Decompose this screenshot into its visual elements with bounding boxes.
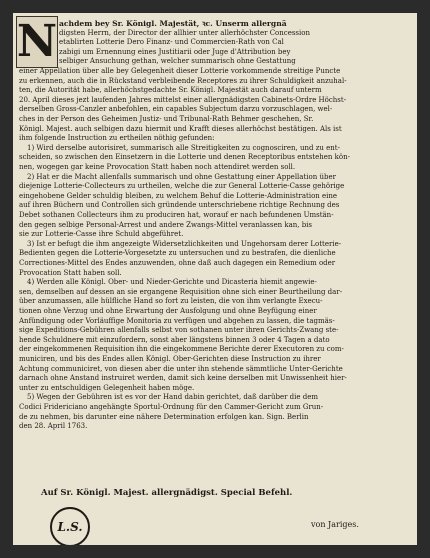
text-line: diejenige Lotterie-Collecteurs zu urtheilen, welche die zur General Lotterie-Casse gehörige — [19, 182, 345, 191]
text-line: eingehobene Gelder schuldig bleiben, zu welchem Behuf die Lotterie-Administration eine — [19, 191, 338, 200]
drop-cap: N — [16, 16, 58, 67]
text-line: Anfündigung oder Vorläuffige Monitoria zu verfügen und abgehen zu lassen, die tagmäs- — [19, 316, 335, 325]
text-line: achdem bey Sr. Königl. Majestät, ꝛc. Unserm allergnä — [59, 19, 287, 28]
signature: von Jariges. — [311, 520, 359, 529]
text-line: scheiden, so zwischen den Einsetzern in die Lotterie und denen Receptoribus entstehen kön- — [19, 153, 350, 162]
text-line: selbiger Ansuchung gethan, welcher summarisch ohne Gestattung — [59, 57, 296, 66]
text-line: municiren, und bis des Endes allen Königl. Ober-Gerichten diese Instruction zu ihrer — [19, 355, 321, 363]
text-line: auf ihren Büchern und Controllen sich gründende unterschriebene richtige Rechnung des — [19, 201, 340, 210]
text-line: Debet sothanen Collecteurs ihm zu produciren hat, worauf er nach befundenen Umstän- — [19, 211, 334, 219]
text-line: derselben Gross-Canzler anbefohlen, ein capables Subjectum darzu vorzuschlagen, wel- — [19, 105, 333, 114]
text-line: unter zu entschuldigen Gelegenheit haben möge. — [19, 383, 195, 392]
text-line: darnach ohne Anstand instruiret werden, damit sich keine derselben mit Unwissenheit hier- — [19, 374, 347, 383]
text-line: 3) Ist er befugt die ihm angezeigte Widersetzlichkeiten und Ungehorsam derer Lotterie- — [27, 239, 342, 248]
text-line: 4) Werden alle Königl. Ober- und Nieder-Gerichte und Dicasteria hiemit angewie- — [27, 278, 317, 287]
text-line: zu erkennen, auch die in Rückstand verbleibende Receptores zu ihrer Schuldigkeit anzuhal- — [19, 76, 347, 85]
text-line: hende Schuldnere mit einzufordern, sonst aber längstens binnen 3 oder 4 Tagen a dato — [19, 335, 330, 344]
text-line: 5) Wegen der Gebühren ist es vor der Hand dabin gerichtet, daß darüber die dem — [27, 393, 319, 402]
text-line: Achtung communiciret, von diesen aber die unter ihn stehende sämmtliche Unter-Gerichte — [19, 364, 343, 373]
text-line: den 28. April 1763. — [19, 422, 88, 431]
text-line: zabigi um Ernennung eines Justitiarii oder Juge d'Attribution bey — [59, 47, 291, 56]
text-line: digsten Herrn, der Director der allhier unter allerhöchster Concession — [59, 28, 310, 37]
text-line: sie zur Lotterie-Casse ihre Schuld abgeführet. — [19, 230, 184, 239]
text-line: 2) Hat er die Macht allenfalls summarisch und ohne Gestattung einer Appellation über — [27, 172, 336, 181]
text-line: 1) Wird derselbe autorisiret, summarisch alle Streitigkeiten zu cognosciren, und zu ent- — [27, 143, 340, 152]
seal-stamp: L.S. — [50, 507, 90, 545]
text-line: Codici Fridericiano angehängte Sportul-Ordnung für den Cammer-Gericht zum Grun- — [19, 403, 324, 411]
text-line: den gegen selbige Personal-Arrest und andere Zwangs-Mittel veranlassen kan, bis — [19, 220, 313, 229]
text-line: Königl. Majest. auch selbigen dazu hiermit und Krafft dieses allerhöchst bestätigen. Als ist — [19, 124, 342, 133]
text-line: ten, die Autorität habe, allerhöchstgedachte Sr. Königl. Majestät auch darauf unterm — [19, 86, 322, 95]
document-page — [13, 13, 417, 545]
text-line: de zu nehmen, bis darunter eine nähere Determination erfolgen kan. Sign. Berlin — [19, 412, 309, 421]
text-line: 20. April dieses jezt laufenden Jahres mittelst einer allergnädigsten Cabinets-Ordre Höchst- — [19, 95, 347, 104]
text-line: sige Expeditions-Gebühren allenfalls selbst von sothanen unter ihren Gerichts-Zwang ste- — [19, 326, 339, 335]
text-line: sen, demselben auf dessen an sie ergangene Requisition ohne sich einer Beurtheilung dar- — [19, 287, 343, 296]
text-line: etablirten Lotterie Dero Finanz- und Commercien-Rath von Cal — [59, 38, 284, 47]
text-line: ches in der Person des Geheimen Justiz- und Tribunal-Rath Behmer geschehen, Sr. — [19, 115, 314, 123]
text-line: Correctiones-Mittel des Endes anzuwenden, ohne daß auch dagegen ein Remedium oder — [19, 259, 336, 267]
text-line: Bedienten gegen die Lotterie-Vorgesetzte zu untersuchen und zu bestrafen, die dienliche — [19, 249, 336, 258]
text-line: der eingekommenen Requisition ihn die eingekommene Berichte derer Executoren zu com- — [19, 345, 344, 354]
text-line: über anzumassen, alle hülfliche Hand so fort zu leisten, die von ihm verlangte Execu- — [19, 297, 323, 306]
text-line: einer Appellation über alle bey Gelegenheit dieser Lotterie vorkommende streitige Puncte — [19, 67, 341, 75]
text-line: ihm folgende Instruction zu ertheilen nöthig gefunden: — [19, 134, 215, 143]
authority-line: Auf Sr. Königl. Majest. allergnädigst. Special Befehl. — [41, 488, 293, 498]
text-line: nen, wogegen gar keine Provocation Statt haben noch attendiret werden soll. — [19, 163, 296, 171]
text-line: tionen ohne Verzug und ohne Erwartung der Ausfolgung und ohne Beyfügung einer — [19, 307, 317, 315]
text-line: Provocation Statt haben soll. — [19, 268, 122, 277]
